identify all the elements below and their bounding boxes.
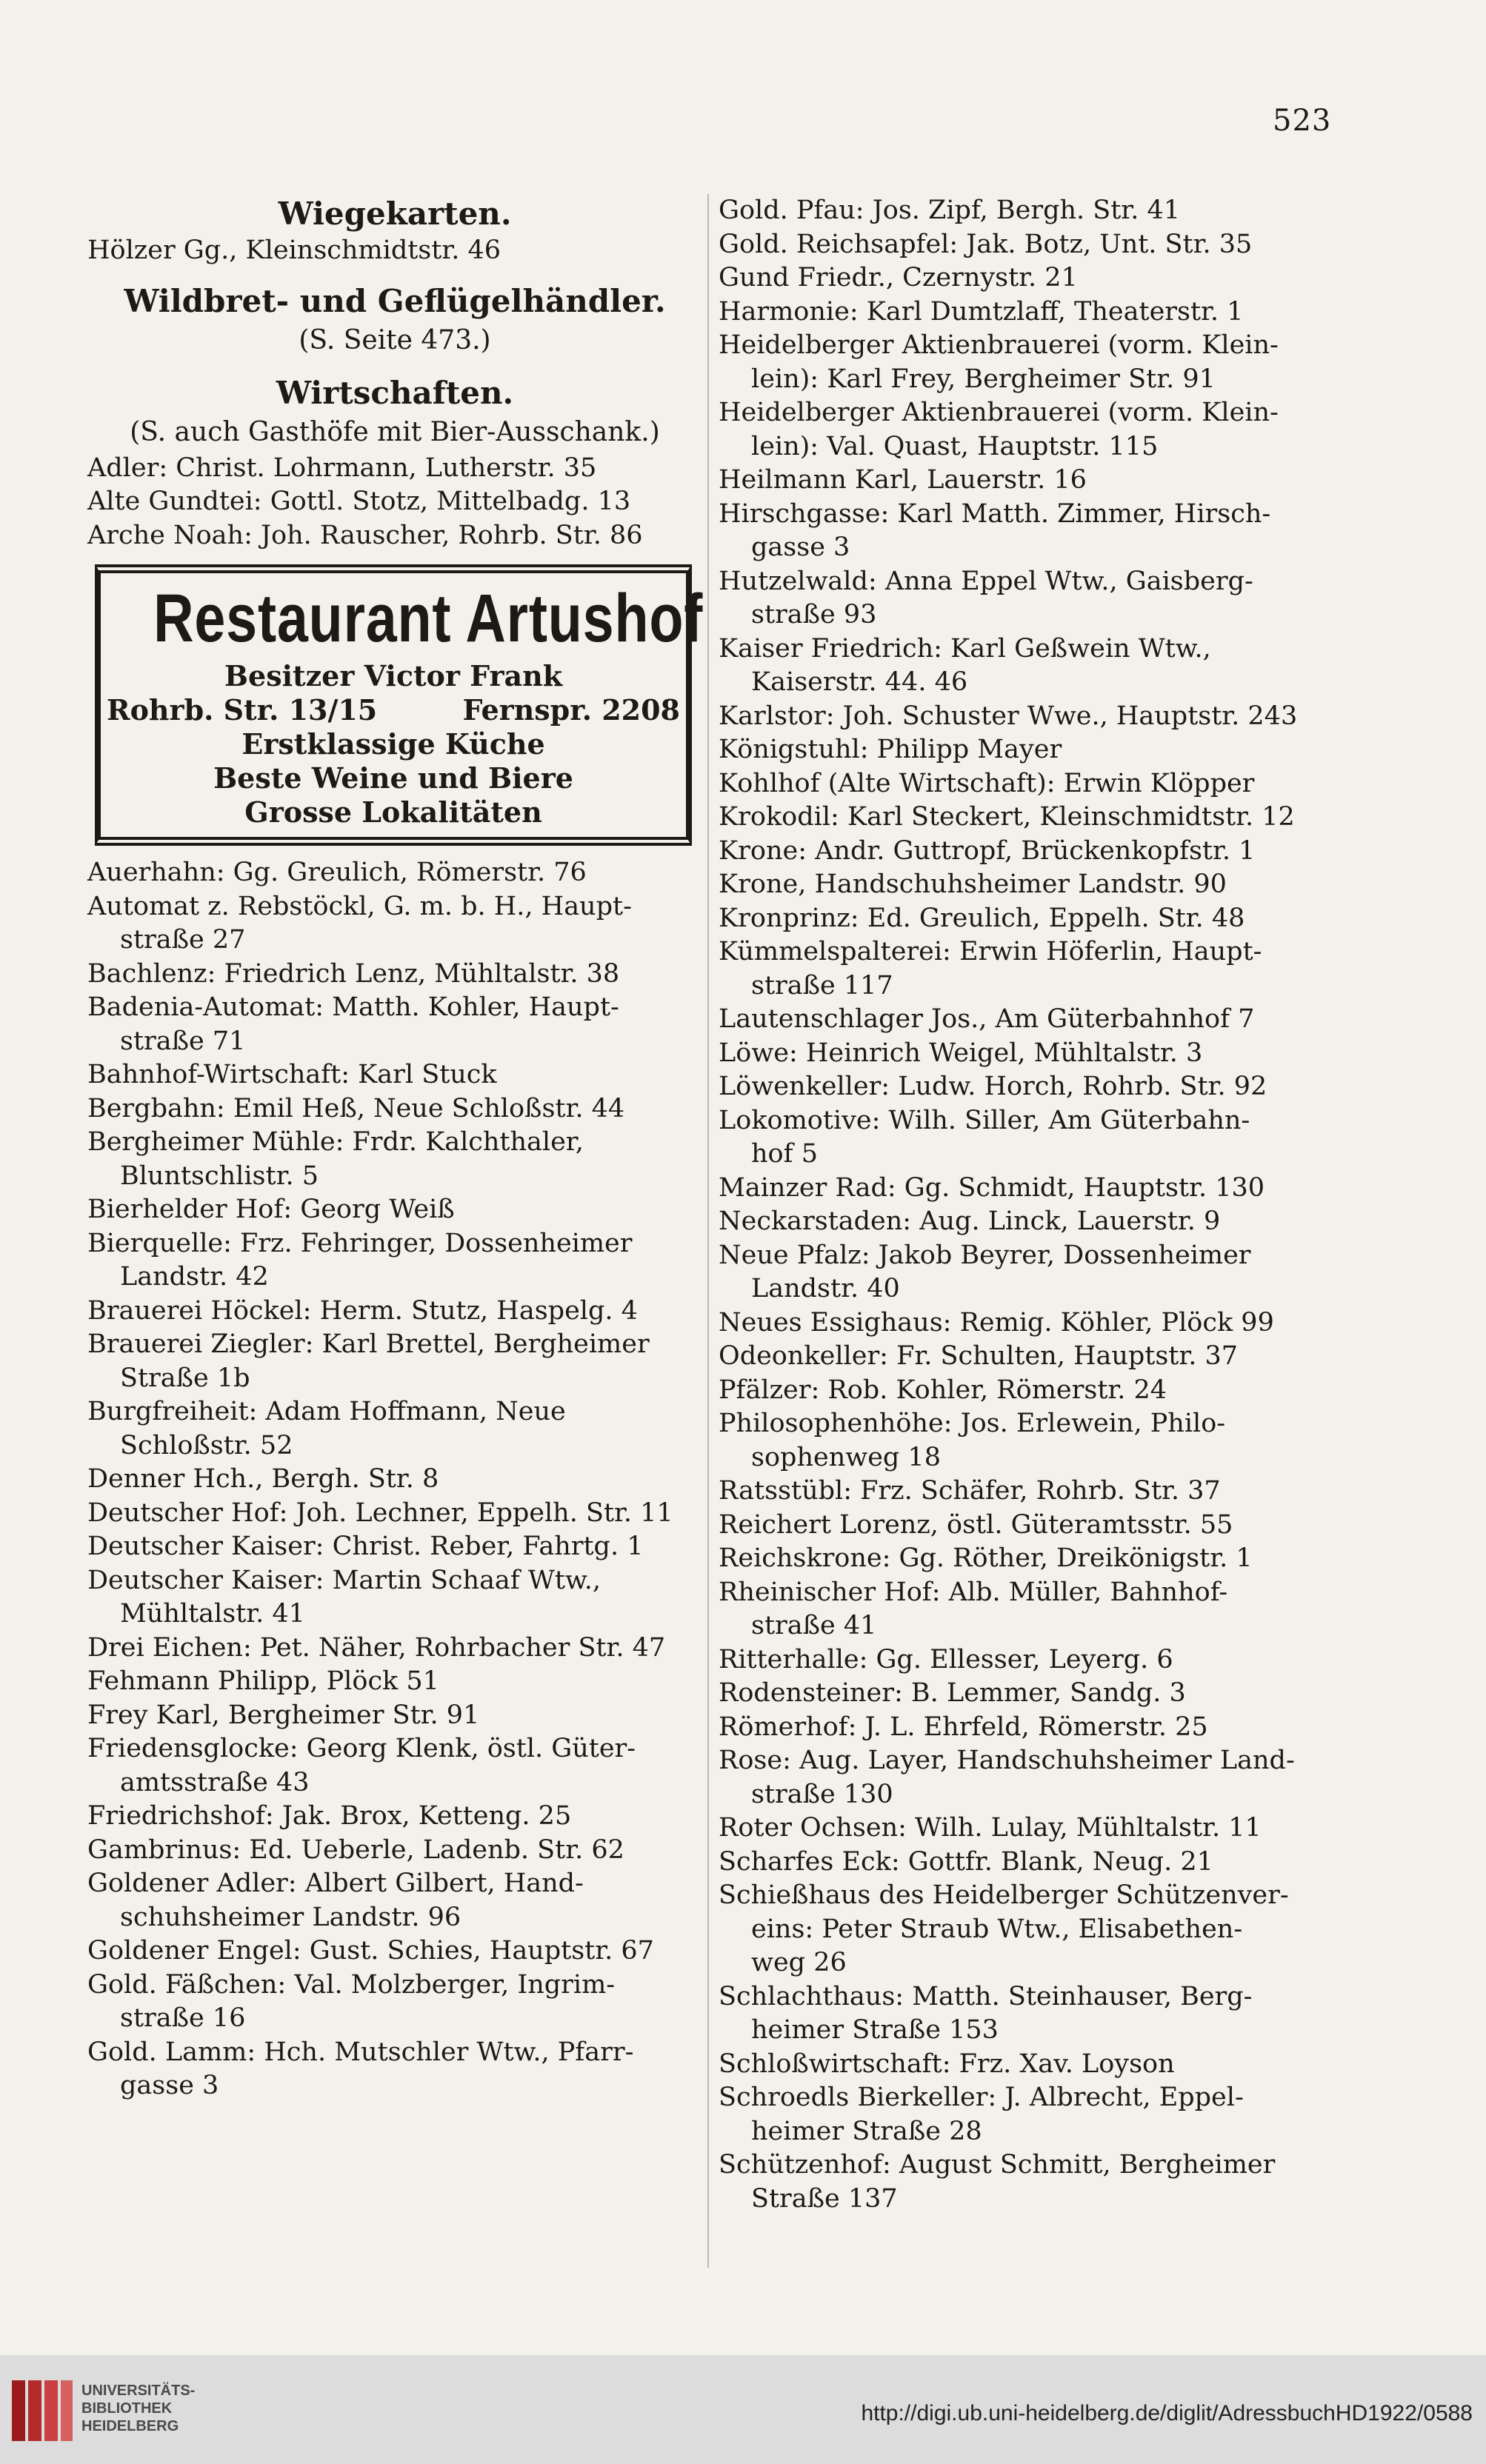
list-item: [87, 890, 702, 958]
list-item: [719, 1846, 1348, 1880]
ad-contact-row: [101, 693, 686, 727]
list-item: [87, 1463, 702, 1497]
list-item: [719, 2048, 1348, 2082]
list-item: [87, 519, 702, 553]
list-item: [87, 1126, 702, 1193]
entry-line: Bahnhof-Wirtschaft: Karl Stuck: [87, 1060, 497, 1089]
list-item: [719, 464, 1348, 498]
list-item: [719, 1879, 1348, 1980]
list-item: [719, 261, 1348, 296]
entry-continuation: lein): Val. Quast, Hauptstr. 115: [751, 431, 1159, 461]
list-item: [87, 1497, 702, 1531]
entry-line: Denner Hch., Bergh. Str. 8: [87, 1464, 439, 1494]
ad-slogan-3: Grosse Lokalitäten: [244, 795, 542, 829]
entry-line: Krone: Andr. Guttropf, Brückenkopfstr. 1: [719, 835, 1256, 866]
entry-line: Bergbahn: Emil Heß, Neue Schloßstr. 44: [87, 1093, 625, 1124]
entry-line: Friedensglocke: Georg Klenk, östl. Güter-: [87, 1734, 636, 1763]
list-item: [719, 1205, 1348, 1239]
entry-line: Heidelberger Aktienbrauerei (vorm. Klein-: [719, 398, 1279, 427]
entry-line: Schießhaus des Heidelberger Schützenver-: [719, 1880, 1289, 1910]
entry-line: Bierhelder Hof: Georg Weiß: [87, 1195, 455, 1224]
list-item: [719, 1475, 1348, 1509]
entry-line: Reichskrone: Gg. Röther, Dreikönigstr. 1: [719, 1543, 1253, 1573]
entry-continuation: straße 16: [120, 2003, 246, 2033]
list-item: [87, 856, 702, 890]
list-item: [87, 1732, 702, 1800]
page-number: 523: [1273, 104, 1332, 138]
section-heading-wirtschaften: Wirtschaften.: [276, 374, 514, 411]
entry-line: Roter Ochsen: Wilh. Lulay, Mühltalstr. 11: [719, 1813, 1262, 1843]
entry-line: Ratsstübl: Frz. Schäfer, Rohrb. Str. 37: [719, 1476, 1221, 1506]
entry-continuation: schuhsheimer Landstr. 96: [120, 1902, 462, 1932]
list-item: [87, 1564, 702, 1632]
list-item: [719, 1407, 1348, 1475]
list-item: [87, 1058, 702, 1092]
entry-list: [719, 194, 1348, 2216]
entry-line: Burgfreiheit: Adam Hoffmann, Neue: [87, 1397, 566, 1426]
entry-line: Heilmann Karl, Lauerstr. 16: [719, 465, 1087, 495]
entry-line: Römerhof: J. L. Ehrfeld, Römerstr. 25: [719, 1712, 1208, 1742]
entry-continuation: Bluntschlistr. 5: [120, 1161, 319, 1191]
entry-continuation: sophenweg 18: [751, 1442, 941, 1472]
entry-list: [87, 856, 702, 2103]
entry-line: Königstuhl: Philipp Mayer: [719, 735, 1062, 764]
list-item: [719, 902, 1348, 936]
list-item: [87, 452, 702, 486]
entry-line: Friedrichshof: Jak. Brox, Ketteng. 25: [87, 1801, 572, 1831]
entry-continuation: Schloßstr. 52: [120, 1430, 293, 1460]
list-item: [719, 700, 1348, 734]
list-item: [87, 958, 702, 992]
ad-slogan-2: Beste Weine und Biere: [213, 761, 573, 795]
list-item: [719, 1744, 1348, 1812]
entry-line: Mainzer Rad: Gg. Schmidt, Hauptstr. 130: [719, 1172, 1265, 1203]
section-heading-wiegekarten: Wiegekarten.: [278, 196, 512, 232]
entry-line: Brauerei Ziegler: Karl Brettel, Bergheimer: [87, 1329, 650, 1359]
list-item: [719, 1172, 1348, 1206]
entry-line: Auerhahn: Gg. Greulich, Römerstr. 76: [87, 858, 587, 887]
list-item: [719, 801, 1348, 835]
entry-line: Frey Karl, Bergheimer Str. 91: [87, 1700, 480, 1730]
entry-continuation: heimer Straße 153: [751, 2015, 999, 2045]
list-item: [719, 2149, 1348, 2216]
list-item: [719, 194, 1348, 228]
list-item: [719, 1509, 1348, 1543]
list-item: [87, 2036, 702, 2103]
entry-line: Gambrinus: Ed. Ueberle, Ladenb. Str. 62: [87, 1834, 624, 1865]
section-subheading: (S. Seite 473.): [299, 324, 491, 355]
list-item: [719, 565, 1348, 632]
entry-line: Drei Eichen: Pet. Näher, Rohrbacher Str. 47: [87, 1632, 666, 1663]
ad-phone: Fernspr. 2208: [462, 693, 680, 727]
entry-line: Neues Essighaus: Remig. Köhler, Plöck 99: [719, 1307, 1274, 1338]
section-subheading: (S. auch Gasthöfe mit Bier-Ausschank.): [130, 416, 660, 447]
list-item: [719, 733, 1348, 767]
entry-line: Bierquelle: Frz. Fehringer, Dossenheimer: [87, 1228, 633, 1258]
entry-line: Lautenschlager Jos., Am Güterbahnhof 7: [719, 1004, 1255, 1034]
entry-continuation: straße 130: [751, 1779, 893, 1809]
list-item: [719, 868, 1348, 902]
list-item: [719, 1070, 1348, 1104]
entry-line: Bergheimer Mühle: Frdr. Kalchthaler,: [87, 1127, 584, 1157]
list-item: [719, 228, 1348, 262]
list-item: [87, 1227, 702, 1295]
entry-line: Schützenhof: August Schmitt, Bergheimer: [719, 2150, 1276, 2180]
entry-line: Bachlenz: Friedrich Lenz, Mühltalstr. 38: [87, 958, 620, 989]
list-item: [719, 1643, 1348, 1677]
entry-line: Lokomotive: Wilh. Siller, Am Güterbahn-: [719, 1105, 1250, 1135]
list-item: [719, 1239, 1348, 1306]
right-column: [719, 194, 1348, 2216]
list-item: [719, 1542, 1348, 1576]
entry-line: Rodensteiner: B. Lemmer, Sandg. 3: [719, 1678, 1186, 1708]
list-item: [719, 935, 1348, 1003]
entry-line: Heidelberger Aktienbrauerei (vorm. Klein-: [719, 330, 1279, 360]
list-item: [87, 1934, 702, 1969]
entry-continuation: Straße 1b: [120, 1363, 250, 1393]
list-item: [87, 1632, 702, 1666]
entry-line: Deutscher Kaiser: Christ. Reber, Fahrtg. 1: [87, 1532, 644, 1561]
list-item: [719, 1374, 1348, 1408]
viewer-footer: [0, 2355, 1486, 2464]
list-item: [719, 1104, 1348, 1172]
list-item: [719, 1306, 1348, 1340]
entry-line: Schloßwirtschaft: Frz. Xav. Loyson: [719, 2049, 1175, 2079]
advertisement-box: [95, 564, 704, 846]
list-item: [719, 1677, 1348, 1711]
entry-line: Löwenkeller: Ludw. Horch, Rohrb. Str. 92: [719, 1072, 1267, 1101]
entry-line: Adler: Christ. Lohrmann, Lutherstr. 35: [87, 453, 597, 483]
entry-line: Rheinischer Hof: Alb. Müller, Bahnhof-: [719, 1577, 1228, 1607]
list-item: [87, 1295, 702, 1329]
entry-list: [87, 452, 702, 553]
list-item: [719, 2081, 1348, 2149]
list-item: [719, 1037, 1348, 1071]
entry-line: Gold. Fäßchen: Val. Molzberger, Ingrim-: [87, 1969, 616, 2000]
list-item: [719, 632, 1348, 700]
library-name: UNIVERSITÄTS- BIBLIOTHEK HEIDELBERG: [81, 2383, 196, 2434]
entry-line: Pfälzer: Rob. Kohler, Römerstr. 24: [719, 1375, 1167, 1405]
ad-owner: Besitzer Victor Frank: [224, 659, 563, 692]
entry-line: Gold. Lamm: Hch. Mutschler Wtw., Pfarr-: [87, 2037, 634, 2067]
ad-slogan-1: Erstklassige Küche: [241, 727, 545, 761]
entry-line: Odeonkeller: Fr. Schulten, Hauptstr. 37: [719, 1341, 1239, 1371]
entry-line: Hutzelwald: Anna Eppel Wtw., Gaisberg-: [719, 566, 1253, 596]
list-item: [719, 396, 1348, 464]
entry-line: Gold. Reichsapfel: Jak. Botz, Unt. Str. 35: [719, 229, 1253, 259]
entry-line: Kohlhof (Alte Wirtschaft): Erwin Klöpper: [719, 768, 1255, 798]
entry-line: Schroedls Bierkeller: J. Albrecht, Eppel-: [719, 2083, 1244, 2112]
section-heading-wildbret: Wildbret- und Geflügelhändler.: [124, 282, 666, 319]
entry-line: Automat z. Rebstöckl, G. m. b. H., Haupt-: [87, 891, 632, 921]
entry-continuation: Kaiserstr. 44. 46: [751, 667, 968, 697]
entry-line: Gund Friedr., Czernystr. 21: [719, 263, 1078, 293]
entry-line: Kaiser Friedrich: Karl Geßwein Wtw.,: [719, 633, 1211, 664]
list-item: [87, 1530, 702, 1564]
list-item: [87, 1800, 702, 1834]
list-item: [87, 1867, 702, 1934]
entry-line: Rose: Aug. Layer, Handschuhsheimer Land-: [719, 1746, 1295, 1775]
column-divider: [707, 194, 709, 2268]
entry-line: Karlstor: Joh. Schuster Wwe., Hauptstr. 243: [719, 701, 1298, 731]
list-item: [719, 1711, 1348, 1745]
entry-continuation: straße 71: [120, 1026, 246, 1056]
entry-continuation: Landstr. 42: [120, 1262, 269, 1292]
entry-line: Löwe: Heinrich Weigel, Mühltalstr. 3: [719, 1038, 1203, 1068]
list-item: [87, 1395, 702, 1463]
list-item: [719, 296, 1348, 330]
list-item: [87, 1834, 702, 1868]
list-item: [87, 991, 702, 1058]
list-item: [87, 1699, 702, 1733]
entry-line: Philosophenhöhe: Jos. Erlewein, Philo-: [719, 1409, 1226, 1438]
list-item: [719, 1340, 1348, 1374]
entry-continuation: straße 117: [751, 970, 893, 1001]
entry-continuation: gasse 3: [751, 532, 850, 562]
entry-continuation: straße 93: [751, 600, 877, 630]
entry-line: Deutscher Kaiser: Martin Schaaf Wtw.,: [87, 1565, 601, 1595]
entry-continuation: Landstr. 40: [751, 1274, 900, 1303]
list-item: [87, 1193, 702, 1227]
entry-line: Schlachthaus: Matth. Steinhauser, Berg-: [719, 1981, 1253, 2011]
entry-line: Goldener Adler: Albert Gilbert, Hand-: [87, 1869, 584, 1898]
entry-line: Harmonie: Karl Dumtzlaff, Theaterstr. 1: [719, 296, 1244, 327]
entry-line: Hirschgasse: Karl Matth. Zimmer, Hirsch-: [719, 498, 1271, 529]
entry-continuation: hof 5: [751, 1139, 818, 1169]
list-item: [87, 1092, 702, 1126]
entry-continuation: gasse 3: [120, 2071, 219, 2100]
ad-address: Rohrb. Str. 13/15: [107, 693, 378, 727]
entry-line: Kümmelspalterei: Erwin Höferlin, Haupt-: [719, 937, 1262, 966]
entry-line: Arche Noah: Joh. Rauscher, Rohrb. Str. 86: [87, 520, 643, 550]
entry-line: Neckarstaden: Aug. Linck, Lauerstr. 9: [719, 1206, 1221, 1236]
entry-line: Ritterhalle: Gg. Ellesser, Leyerg. 6: [719, 1644, 1173, 1675]
list-item: [719, 767, 1348, 801]
entry-line: Kronprinz: Ed. Greulich, Eppelh. Str. 48: [719, 903, 1245, 933]
entry-continuation: Straße 137: [751, 2183, 898, 2214]
list-item: [719, 1576, 1348, 1643]
entry-line: Neue Pfalz: Jakob Beyrer, Dossenheimer: [719, 1240, 1251, 1270]
list-item: [87, 1328, 702, 1395]
list-item: [719, 835, 1348, 869]
entry-line: Fehmann Philipp, Plöck 51: [87, 1666, 439, 1696]
entry-line: Alte Gundtei: Gottl. Stotz, Mittelbadg. 13: [87, 487, 631, 516]
list-item: [87, 1665, 702, 1699]
entry-line: Krone, Handschuhsheimer Landstr. 90: [719, 869, 1227, 899]
entry-line: Gold. Pfau: Jos. Zipf, Bergh. Str. 41: [719, 196, 1180, 225]
list-item: [719, 329, 1348, 396]
permalink-url[interactable]: http://digi.ub.uni-heidelberg.de/diglit/AdressbuchHD1922/0588: [861, 2401, 1473, 2425]
entry-line: Scharfes Eck: Gottfr. Blank, Neug. 21: [719, 1846, 1213, 1877]
list-item: [87, 485, 702, 519]
entry-continuation: straße 41: [751, 1611, 877, 1640]
entry-line: Reichert Lorenz, östl. Güteramtsstr. 55: [719, 1509, 1233, 1540]
entry-continuation: amtsstraße 43: [120, 1767, 310, 1797]
list-item: [87, 1969, 702, 2036]
entry-continuation: eins: Peter Straub Wtw., Elisabethen-: [751, 1914, 1243, 1944]
entry-continuation: heimer Straße 28: [751, 2116, 982, 2146]
entry-line: Deutscher Hof: Joh. Lechner, Eppelh. Str. 11: [87, 1498, 673, 1528]
entry-line: Krokodil: Karl Steckert, Kleinschmidtstr. 12: [719, 802, 1295, 832]
entry-line: Goldener Engel: Gust. Schies, Hauptstr. 67: [87, 1936, 654, 1966]
list-item: [719, 1980, 1348, 2048]
entry-continuation: Mühltalstr. 41: [120, 1599, 305, 1629]
entry-continuation: lein): Karl Frey, Bergheimer Str. 91: [751, 364, 1216, 394]
university-library-logo-icon: [9, 2377, 76, 2444]
list-item: Hölzer Gg., Kleinschmidtstr. 46: [87, 236, 501, 265]
list-item: [719, 1812, 1348, 1846]
entry-line: Brauerei Höckel: Herm. Stutz, Haspelg. 4: [87, 1295, 638, 1326]
entry-continuation: straße 27: [120, 925, 246, 955]
list-item: [719, 1003, 1348, 1037]
ad-title: Restaurant Artushof: [153, 581, 704, 656]
entry-continuation: weg 26: [751, 1948, 847, 1977]
list-item: [719, 498, 1348, 565]
left-column: [87, 194, 702, 2103]
entry-line: Badenia-Automat: Matth. Kohler, Haupt-: [87, 992, 619, 1022]
